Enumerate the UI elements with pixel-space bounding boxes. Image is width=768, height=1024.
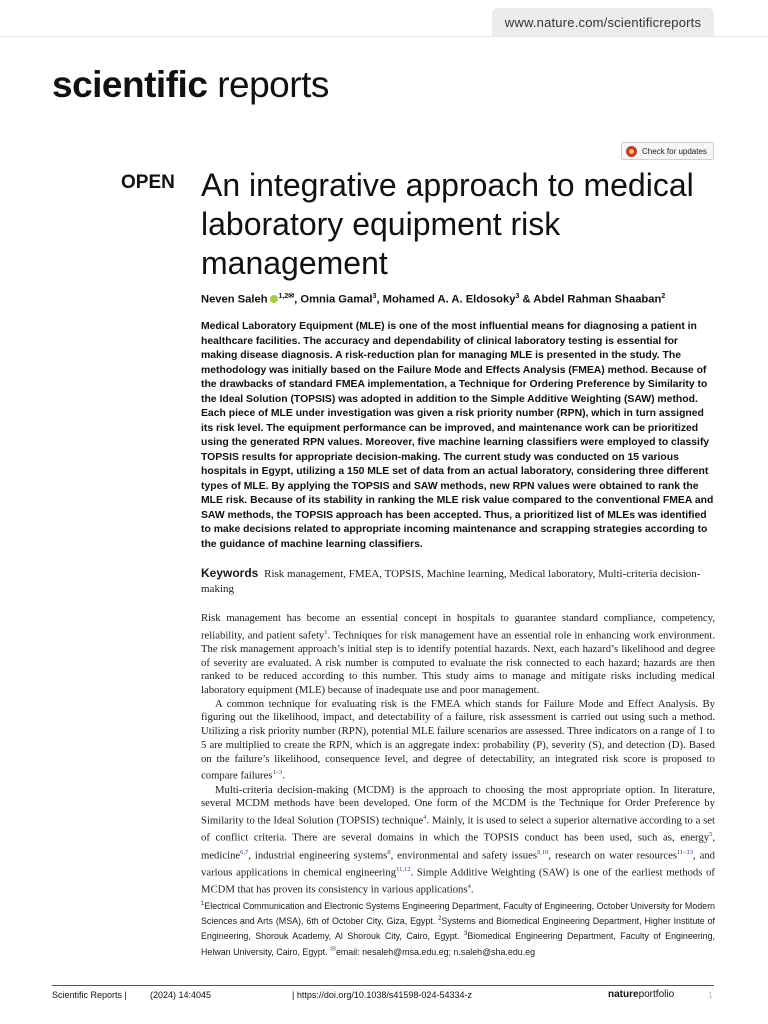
affiliations <box>201 898 715 959</box>
journal-url-link[interactable]: www.nature.com/scientificreports <box>492 8 714 36</box>
article-title: An integrative approach to medical laboratory equipment risk management <box>201 167 694 281</box>
reference-link[interactable]: 9,10 <box>537 848 549 856</box>
top-divider <box>0 36 768 37</box>
publisher-logo <box>608 989 674 1000</box>
reference-link[interactable]: 1 <box>324 628 328 636</box>
reference-link[interactable]: 1–3 <box>272 769 283 777</box>
author-name[interactable]: Neven Saleh <box>201 293 268 306</box>
reference-link[interactable]: 4 <box>467 883 471 891</box>
body-paragraph <box>201 612 715 698</box>
body-text-run: , and various applications in chemical engineering <box>201 849 716 879</box>
author-list <box>201 292 721 306</box>
publisher-bold: nature <box>608 989 639 1000</box>
author-name[interactable]: & Abdel Rahman Shaaban <box>519 293 662 306</box>
author-name[interactable]: , Mohamed A. A. Eldosoky <box>376 293 516 306</box>
body-text-run: , research on water resources <box>548 849 677 862</box>
keywords-list: Risk management, FMEA, TOPSIS, Machine learning, Medical laboratory, Multi-criteria decision-making <box>201 568 701 595</box>
body-text-run: , medicine <box>201 831 715 862</box>
keywords-label: Keywords <box>201 566 259 580</box>
email-icon[interactable]: ✉ <box>288 293 295 300</box>
email-label: email: <box>335 946 363 957</box>
body-text-run: . <box>470 883 474 896</box>
footer-doi-link[interactable]: | https://doi.org/10.1038/s41598-024-54334-z <box>292 990 472 1000</box>
page-number: 1 <box>708 990 714 1000</box>
top-bar <box>0 0 768 36</box>
affiliation-marker: 3 <box>515 293 520 300</box>
open-access-label: OPEN <box>121 172 175 193</box>
logo-light: reports <box>217 64 329 105</box>
reference-link[interactable]: 6,7 <box>240 848 249 856</box>
article-body <box>201 612 715 897</box>
footer-journal: Scientific Reports | <box>52 990 127 1000</box>
body-text-run: . Mainly, it is used to select a superior alternative according to a set of conflict criteria. There are several domains in which the TOPSIS conduct has been used, such as, energy <box>201 814 716 844</box>
affiliation-number: 2 <box>438 915 442 922</box>
body-text-run: . <box>282 769 285 782</box>
reference-link[interactable]: 5 <box>709 831 713 839</box>
orcid-icon[interactable] <box>270 295 278 303</box>
abstract: Medical Laboratory Equipment (MLE) is one of the most influential means for diagnosing a patient in healthcare facilities. The accuracy and dependability of clinical laboratory testing is essential for making disease diagnosis. A risk-reduction plan for managing MLE is presented in the study. The methodology was initially based on the Failure Mode and Effects Analysis (FMEA) method. Because of the drawbacks of standard FMEA implementation, a Technique for Ordering Preference by Similarity to the Ideal Solution (TOPSIS) was adopted in addition to the Simple Additive Weighting (SAW) method. Each piece of MLE under investigation was given a risk priority number (RPN), which in turn assigned its risk level. The equipment performance can be improved, and maintenance work can be prioritized using the generated RPN values. Moreover, five machine learning classifiers were employed to classify TOPSIS results for appropriate decision-making. The current study was conducted on 15 various hospitals in Egypt, utilizing a 150 MLE set of data from an actual laboratory, considering three different types of MLE. By applying the TOPSIS and SAW methods, new RPN values were obtained to rank the MLE risk. Because of its stability in ranking the MLE risk value compared to the conventional FMEA and SAW methods, the TOPSIS approach has been accepted. Thus, a prioritized list of MLEs was identified to make decisions related to appropriate incoming maintenance and scrapping strategies according to the guidance of machine learning classifiers. <box>201 321 714 550</box>
reference-link[interactable]: 11–13 <box>677 848 694 856</box>
email-addresses[interactable]: nesaleh@msa.edu.eg; n.saleh@sha.edu.eg <box>362 946 536 957</box>
body-text-run: . Techniques for risk management have an essential role in enhancing work environment. The risk management approach’s initial step is to identify potential hazards. Next, each hazard’s likelihood and degree of severity are evaluated. A risk number is computed to evaluate the risk connected to each hazard; hazards are then ranked to be reduced according to this number. This study aims to manage and mitigate risks including medical laboratory equipment (MLE) because of inadequate use and poor management. <box>201 629 715 697</box>
body-text-run: , industrial engineering systems <box>248 849 388 862</box>
affiliation-marker: 3 <box>372 293 377 300</box>
body-text-run: A common technique for evaluating risk is the FMEA which stands for Failure Mode and Effect Analysis. By figuring out the likelihood, impact, and detectability of a failure, risk assessment is carried out using such a method. Utilizing a risk priority number (RPN), potential MLE failure scenarios are assessed. Three indicators on a range of 1 to 5 are multiplied to create the RPN, which is an aggregate index: probability (P), severity (S), and detection (D). Based on the failure’s likelihood, consequence level, and degree of detectability, an integrated risk score is proposed to compare failures <box>201 697 715 782</box>
check-for-updates-button[interactable] <box>621 142 714 160</box>
body-text-run: Risk management has become an essential concept in hospitals to guarantee standard compliance, competency, reliability, and patient safety <box>201 612 715 642</box>
body-text-run: . Simple Additive Weighting (SAW) is one of the earliest methods of MCDM that has proven its consistency in various applications <box>201 866 715 896</box>
publisher-light: portfolio <box>638 989 675 1000</box>
keywords-section <box>201 566 715 597</box>
affiliation-number: 1 <box>201 901 205 907</box>
reference-link[interactable]: 8 <box>387 848 391 856</box>
affiliation-text: Electrical Communication and Electronic Systems Engineering Department, Faculty of Engineering, October University for Modern Sciences and Arts (MSA), 6th of October City, Giza, Egypt. <box>201 900 715 926</box>
author-name[interactable]: , Omnia Gamal <box>294 293 373 306</box>
affiliation-marker: 1,2 <box>278 293 289 300</box>
crossmark-icon <box>626 146 637 157</box>
footer-volume: (2024) 14:4045 <box>150 990 212 1000</box>
affiliation-number: 3 <box>464 930 468 937</box>
affiliation-text: Systems and Biomedical Engineering Department, Higher Institute of Engineering, Shorouk Academy, Al Shorouk City, Cairo, Egypt. <box>201 915 715 941</box>
email-icon: ✉ <box>330 945 336 953</box>
reference-link[interactable]: 11,12 <box>396 865 411 873</box>
check-updates-label: Check for updates <box>642 146 707 156</box>
page-footer <box>52 990 714 1004</box>
body-text-run: Multi-criteria decision-making (MCDM) is the approach to choosing the most appropriate option. In literature, several MCDM methods have been developed. One form of the MCDM is the Technique for Order Preference by Similarity to the Ideal Solution (TOPSIS) technique <box>201 783 715 827</box>
body-paragraph <box>201 784 715 898</box>
affiliation-marker: 2 <box>661 293 666 300</box>
logo-bold: scientific <box>52 64 208 105</box>
body-paragraph <box>201 698 715 784</box>
footer-divider <box>52 985 714 986</box>
reference-link[interactable]: 4 <box>423 813 427 821</box>
journal-logo[interactable] <box>52 64 329 106</box>
affiliation-text: Biomedical Engineering Department, Faculty of Engineering, Helwan University, Cairo, Egypt. <box>201 930 715 957</box>
body-text-run: , environmental and safety issues <box>390 849 538 862</box>
